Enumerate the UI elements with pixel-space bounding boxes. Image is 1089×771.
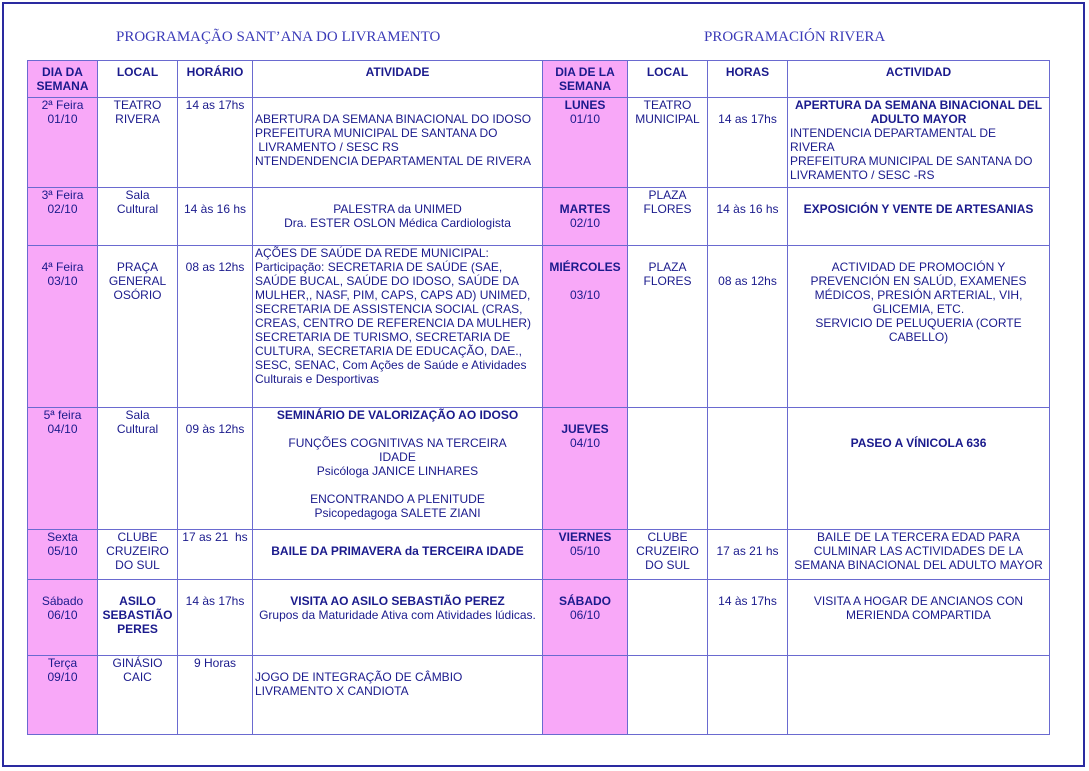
day-cell: MARTES 02/10: [543, 188, 628, 246]
local-cell: [628, 656, 708, 735]
local-cell: [628, 580, 708, 656]
right-header-row: [543, 61, 1050, 98]
activity-cell: APERTURA DA SEMANA BINACIONAL DEL ADULTO MAYOR INTENDENCIA DEPARTAMENTAL DE RIVERA PREFEITURA MUNICIPAL DE SANTANA DO LIVRAMENTO / SESC -RS: [788, 98, 1050, 188]
day-cell: [543, 656, 628, 735]
day-cell: SÁBADO 06/10: [543, 580, 628, 656]
table-row: [28, 246, 543, 408]
day-cell: 3ª Feira 02/10: [28, 188, 98, 246]
local-cell: Sala Cultural: [98, 188, 178, 246]
header-dia-da-semana: DIA DA SEMANA: [28, 61, 98, 98]
local-cell: [628, 408, 708, 530]
time-cell: [708, 408, 788, 530]
activity-cell: [788, 656, 1050, 735]
activity-cell: PALESTRA da UNIMED Dra. ESTER OSLON Médica Cardiologista: [253, 188, 543, 246]
header-local: LOCAL: [98, 61, 178, 98]
local-cell: PLAZA FLORES: [628, 246, 708, 408]
table-row: [543, 246, 1050, 408]
activity-cell: SEMINÁRIO DE VALORIZAÇÃO AO IDOSO FUNÇÕES COGNITIVAS NA TERCEIRA IDADE Psicóloga JANICE LINHARES ENCONTRANDO A PLENITUDE Psicopedagoga SALETE ZIANI: [253, 408, 543, 530]
header-atividade: ATIVIDADE: [253, 61, 543, 98]
day-cell: 5ª feira 04/10: [28, 408, 98, 530]
table-row: [28, 98, 543, 188]
time-cell: 14 as 17hs: [178, 98, 253, 188]
local-cell: GINÁSIO CAIC: [98, 656, 178, 735]
day-cell: Sexta 05/10: [28, 530, 98, 580]
header-local: LOCAL: [628, 61, 708, 98]
table-row: [543, 188, 1050, 246]
header-horario: HORÁRIO: [178, 61, 253, 98]
table-row: [28, 408, 543, 530]
header-dia-de-la-semana: DIA DE LA SEMANA: [543, 61, 628, 98]
left-schedule-table: [27, 60, 543, 735]
time-cell: 14 as 17hs: [708, 98, 788, 188]
right-schedule-table: [542, 60, 1050, 735]
table-row: [543, 530, 1050, 580]
table-row: [543, 98, 1050, 188]
local-cell: TEATRO MUNICIPAL: [628, 98, 708, 188]
local-cell: PRAÇA GENERAL OSÓRIO: [98, 246, 178, 408]
time-cell: 14 às 16 hs: [178, 188, 253, 246]
header-horas: HORAS: [708, 61, 788, 98]
activity-cell: BAILE DA PRIMAVERA da TERCEIRA IDADE: [253, 530, 543, 580]
activity-cell: EXPOSICIÓN Y VENTE DE ARTESANIAS: [788, 188, 1050, 246]
time-cell: 14 às 17hs: [178, 580, 253, 656]
local-cell: TEATRO RIVERA: [98, 98, 178, 188]
activity-cell: ABERTURA DA SEMANA BINACIONAL DO IDOSO PREFEITURA MUNICIPAL DE SANTANA DO LIVRAMENTO / SESC RS NTENDENDENCIA DEPARTAMENTAL DE RIVERA: [253, 98, 543, 188]
time-cell: 14 às 16 hs: [708, 188, 788, 246]
day-cell: 4ª Feira 03/10: [28, 246, 98, 408]
activity-cell: VISITA A HOGAR DE ANCIANOS CON MERIENDA COMPARTIDA: [788, 580, 1050, 656]
time-cell: [708, 656, 788, 735]
time-cell: 08 as 12hs: [708, 246, 788, 408]
day-cell: VIERNES 05/10: [543, 530, 628, 580]
local-cell: CLUBE CRUZEIRO DO SUL: [628, 530, 708, 580]
local-cell: ASILO SEBASTIÃO PERES: [98, 580, 178, 656]
left-header-row: [28, 61, 543, 98]
day-cell: 2ª Feira 01/10: [28, 98, 98, 188]
activity-cell: VISITA AO ASILO SEBASTIÃO PEREZ Grupos da Maturidade Ativa com Atividades lúdicas.: [253, 580, 543, 656]
activity-cell: BAILE DE LA TERCERA EDAD PARA CULMINAR LAS ACTIVIDADES DE LA SEMANA BINACIONAL DEL ADULTO MAYOR: [788, 530, 1050, 580]
right-title: PROGRAMACIÓN RIVERA: [704, 29, 886, 45]
time-cell: 09 às 12hs: [178, 408, 253, 530]
day-cell: LUNES 01/10: [543, 98, 628, 188]
table-row: [543, 656, 1050, 735]
local-cell: CLUBE CRUZEIRO DO SUL: [98, 530, 178, 580]
table-row: [28, 530, 543, 580]
left-title: PROGRAMAÇÃO SANT’ANA DO LIVRAMENTO: [116, 29, 441, 45]
local-cell: Sala Cultural: [98, 408, 178, 530]
time-cell: 9 Horas: [178, 656, 253, 735]
local-cell: PLAZA FLORES: [628, 188, 708, 246]
day-cell: Terça 09/10: [28, 656, 98, 735]
activity-cell: JOGO DE INTEGRAÇÃO DE CÂMBIO LIVRAMENTO X CANDIOTA: [253, 656, 543, 735]
activity-cell: ACTIVIDAD DE PROMOCIÓN Y PREVENCIÓN EN SALÚD, EXAMENES MÉDICOS, PRESIÓN ARTERIAL, VIH, GLICEMIA, ETC. SERVICIO DE PELUQUERIA (CORTE CABELLO): [788, 246, 1050, 408]
table-row: [28, 580, 543, 656]
day-cell: Sábado 06/10: [28, 580, 98, 656]
header-actividad: ACTIVIDAD: [788, 61, 1050, 98]
day-cell: MIÉRCOLES 03/10: [543, 246, 628, 408]
time-cell: 17 as 21 hs: [708, 530, 788, 580]
activity-cell: AÇÕES DE SAÚDE DA REDE MUNICIPAL: Participação: SECRETARIA DE SAÚDE (SAE, SAÚDE BUCAL, SAÚDE DO IDOSO, SAÚDE DA MULHER,, NASF, PIM, CAPS, CAPS AD) UNIMED, SECRETARIA DE ASSISTENCIA SOCIAL (CRAS, CREAS, CENTRO DE REFERENCIA DA MULHER) SECRETARIA DE TURISMO, SECRETARIA DE CULTURA, SECRETARIA DE EDUCAÇÃO, DAE., SESC, SENAC, Com Ações de Saúde e Atividades Culturais e Desportivas: [253, 246, 543, 408]
time-cell: 17 as 21 hs: [178, 530, 253, 580]
time-cell: 08 as 12hs: [178, 246, 253, 408]
table-row: [28, 188, 543, 246]
day-cell: JUEVES 04/10: [543, 408, 628, 530]
table-row: [543, 580, 1050, 656]
table-row: [543, 408, 1050, 530]
table-row: [28, 656, 543, 735]
activity-cell: PASEO A VÍNICOLA 636: [788, 408, 1050, 530]
time-cell: 14 às 17hs: [708, 580, 788, 656]
